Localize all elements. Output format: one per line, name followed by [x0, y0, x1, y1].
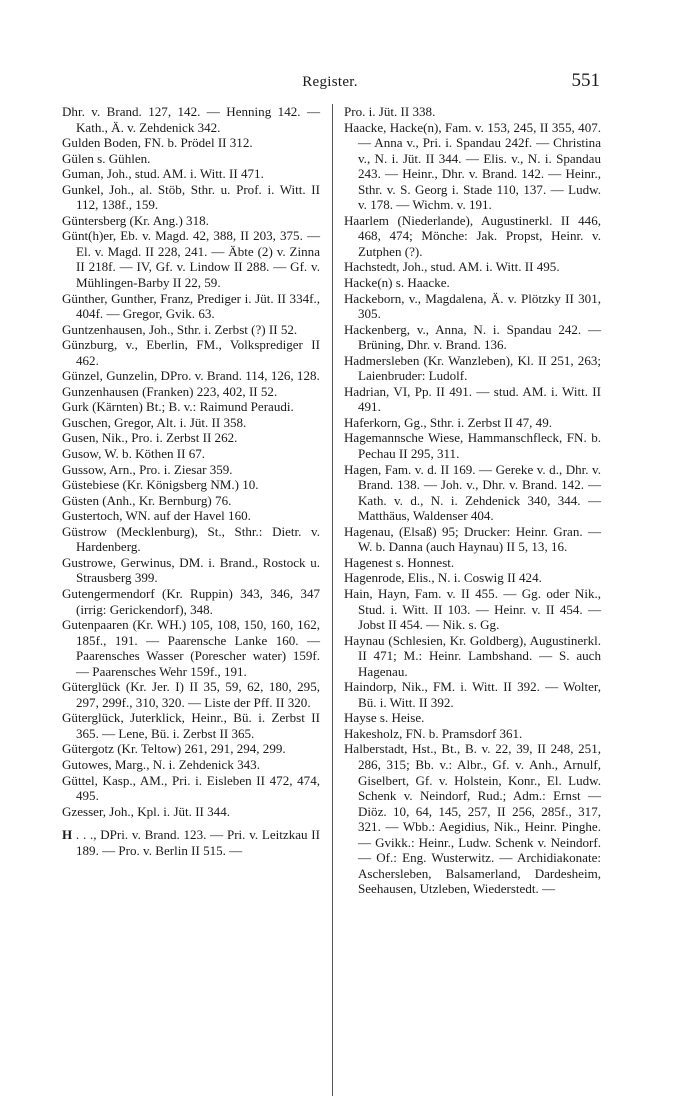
entry-text: Gutenpaaren (Kr. WH.) 105, 108, 150, 160, 162, 185f., 191. — Paarensche Lanke 160. — Paarensches Wasser (Porescher water) 159f. — Paarensches Wehr 159f., 191.: [62, 617, 320, 679]
entry-text: Hadmersleben (Kr. Wanzleben), Kl. II 251, 263; Laienbruder: Ludolf.: [344, 352, 601, 384]
index-entry: [344, 384, 601, 415]
entry-text: Dhr. v. Brand. 127, 142. — Henning 142. — Kath., Ä. v. Zehdenick 342.: [62, 104, 320, 135]
entry-text: Gustrowe, Gerwinus, DM. i. Brand., Rostock u. Strausberg 399.: [62, 554, 320, 586]
entry-text: Haindorp, Nik., FM. i. Witt. II 392. — Wolter, Bü. i. Witt. II 392.: [344, 679, 601, 710]
entry-text: Gustertoch, WN. auf der Havel 160.: [62, 508, 251, 524]
index-entry: [62, 524, 320, 555]
entry-text: Haynau (Schlesien, Kr. Goldberg), Augustinerkl. II 471; M.: Heinr. Lambshand. — S. auch Hagenau.: [344, 632, 601, 679]
index-entry: [62, 291, 320, 322]
entry-text: Hagen, Fam. v. d. II 169. — Gereke v. d., Dhr. v. Brand. 138. — Joh. v., Dhr. v. Brand. 142. — Kath. v. d., N. i. Zehdenick 340, 344. — Matthäus, Waldenser 404.: [344, 461, 601, 524]
entry-text: Hagenrode, Elis., N. i. Coswig II 424.: [344, 570, 542, 586]
entry-text: Guman, Joh., stud. AM. i. Witt. II 471.: [62, 166, 264, 182]
entry-text: Güttel, Kasp., AM., Pri. i. Eisleben II 472, 474, 495.: [62, 772, 320, 804]
entry-text: Hackeborn, v., Magdalena, Ä. v. Plötzky II 301, 305.: [344, 290, 601, 322]
entry-text: Gunkel, Joh., al. Stöb, Sthr. u. Prof. i. Witt. II 112, 138f., 159.: [62, 181, 320, 213]
entry-text: Günzburg, v., Eberlin, FM., Volksprediger II 462.: [62, 337, 320, 368]
index-entry: [62, 166, 320, 182]
entry-text: Güstebiese (Kr. Königsberg NM.) 10.: [62, 477, 259, 493]
index-entry: [62, 399, 320, 415]
right-column: [344, 104, 601, 897]
running-header: [60, 70, 600, 98]
left-column: [62, 104, 320, 858]
index-entry: [62, 430, 320, 446]
index-entry: [62, 773, 320, 804]
index-entry: [344, 322, 601, 353]
index-entry: [62, 555, 320, 586]
index-entry: [62, 477, 320, 493]
index-entry: [62, 337, 320, 368]
column-divider: [332, 104, 333, 1096]
index-entry: [62, 586, 320, 617]
entry-text: Hakesholz, FN. b. Pramsdorf 361.: [344, 725, 523, 741]
page-number: 551: [571, 70, 600, 91]
index-entry: [62, 135, 320, 151]
index-entry: [62, 322, 320, 338]
index-entry: [62, 710, 320, 741]
entry-text: Günzel, Gunzelin, DPro. v. Brand. 114, 126, 128.: [62, 368, 320, 384]
entry-text: Hadrian, VI, Pp. II 491. — stud. AM. i. Witt. II 491.: [344, 383, 601, 415]
index-entry: [62, 804, 320, 820]
index-entry: [62, 384, 320, 400]
entry-text: Güsten (Anh., Kr. Bernburg) 76.: [62, 492, 232, 508]
entry-text: Gzesser, Joh., Kpl. i. Jüt. II 344.: [62, 803, 230, 819]
entry-text: Gunzenhausen (Franken) 223, 402, II 52.: [62, 383, 278, 399]
index-entry: [344, 104, 601, 120]
index-entry: [344, 633, 601, 680]
index-entry: [344, 726, 601, 742]
index-entry: [344, 275, 601, 291]
entry-text: Güntersberg (Kr. Ang.) 318.: [62, 212, 209, 228]
entry-text: Hagemannsche Wiese, Hammanschfleck, FN. b. Pechau II 295, 311.: [344, 430, 601, 462]
index-entry: [62, 617, 320, 679]
entry-text: Haacke, Hacke(n), Fam. v. 153, 245, II 355, 407. — Anna v., Pri. i. Spandau 242f. — Christina v., N. i. Jüt. II 344. — Elis. v., N. i. Spandau 243. — Heinr., Dhr. v. Brand. 142. — Heinr., Sthr. v. S. Georg i. Stade 110, 137. — Ludw. v. 178. — Wichm. v. 191.: [344, 119, 601, 213]
entry-text: Günther, Gunther, Franz, Prediger i. Jüt. II 334f., 404f. — Gregor, Gvik. 63.: [62, 290, 320, 322]
index-entry: [344, 679, 601, 710]
entry-text: Gusen, Nik., Pro. i. Zerbst II 262.: [62, 430, 238, 446]
index-entry: [62, 104, 320, 135]
entry-text: Gusow, W. b. Köthen II 67.: [62, 446, 206, 462]
entry-text: Haferkorn, Gg., Sthr. i. Zerbst II 47, 49.: [344, 414, 552, 430]
index-entry: [62, 446, 320, 462]
page-title: Register.: [302, 74, 358, 90]
index-entry: [344, 741, 601, 896]
entry-text: Hagenau, (Elsaß) 95; Drucker: Heinr. Gran. — W. b. Danna (auch Haynau) II 5, 13, 16.: [344, 523, 601, 555]
index-entry: [344, 570, 601, 586]
index-entry: [62, 679, 320, 710]
entry-text: Hacke(n) s. Haacke.: [344, 275, 450, 291]
index-entry: [344, 120, 601, 213]
entry-text: Hayse s. Heise.: [344, 710, 425, 726]
entry-text: . . ., DPri. v. Brand. 123. — Pri. v. Leitzkau II 189. — Pro. v. Berlin II 515. —: [72, 827, 320, 858]
index-entry: [62, 182, 320, 213]
index-entry: [344, 524, 601, 555]
entry-text: Haarlem (Niederlande), Augustinerkl. II 446, 468, 474; Mönche: Jak. Propst, Heinr. v. Zutphen (?).: [344, 212, 601, 259]
entry-lead-letter: H: [62, 827, 73, 843]
entry-text: Gütergotz (Kr. Teltow) 261, 291, 294, 299.: [62, 741, 286, 757]
entry-text: Gutengermendorf (Kr. Ruppin) 343, 346, 347 (irrig: Gerickendorf), 348.: [62, 585, 320, 617]
entry-text: Pro. i. Jüt. II 338.: [344, 104, 436, 119]
index-entry: [344, 586, 601, 633]
index-entry: [62, 213, 320, 229]
index-entry: [62, 415, 320, 431]
index-entry: [344, 462, 601, 524]
index-entry: [62, 228, 320, 290]
index-entry: [62, 462, 320, 478]
index-entry: [344, 430, 601, 461]
index-entry: [344, 259, 601, 275]
index-entry: [344, 291, 601, 322]
entry-text: Günt(h)er, Eb. v. Magd. 42, 388, II 203, 375. — El. v. Magd. II 228, 241. — Äbte (2) v. Zinna II 218f. — IV, Gf. v. Lindow II 288. — Gf. v. Mühlingen-Barby II 22, 59.: [62, 228, 320, 291]
index-entry: [62, 757, 320, 773]
entry-text: Hagenest s. Honnest.: [344, 554, 455, 570]
entry-text: Güterglück, Juterklick, Heinr., Bü. i. Zerbst II 365. — Lene, Bü. i. Zerbst II 365.: [62, 710, 320, 741]
entry-text: Gulden Boden, FN. b. Prödel II 312.: [62, 135, 253, 151]
index-entry: [62, 741, 320, 757]
entry-text: Güstrow (Mecklenburg), St., Sthr.: Dietr. v. Hardenberg.: [62, 523, 320, 555]
entry-text: Guntzenhausen, Joh., Sthr. i. Zerbst (?) II 52.: [62, 321, 298, 337]
index-entry: [62, 508, 320, 524]
entry-text: Hachstedt, Joh., stud. AM. i. Witt. II 495.: [344, 259, 560, 275]
entry-text: Guschen, Gregor, Alt. i. Jüt. II 358.: [62, 414, 247, 430]
index-entry: [62, 151, 320, 167]
index-entry: [344, 415, 601, 431]
index-entry: [344, 353, 601, 384]
index-entry: [344, 213, 601, 260]
entry-text: Hain, Hayn, Fam. v. II 455. — Gg. oder Nik., Stud. i. Witt. II 103. — Heinr. v. II 454. — Jobst II 454. — Nik. s. Gg.: [344, 585, 601, 633]
entry-text: Halberstadt, Hst., Bt., B. v. 22, 39, II 248, 251, 286, 315; Bb. v.: Albr., Gf. v. Anh., Arnulf, Giselbert, Gf. v. Holstein, Konr., El. Ludw. Schenk v. Neindorf, Rud.; Adm.: Ernst — Diöz. 10, 64, 145, 257, II 256, 285f., 317, 321. — Wbb.: Aegidius, Nik., Heinr. Pinghe. — Gvikk.: Heinr., Ludw. Schenk v. Neindorf. — Of.: Eng. Wusterwitz. — Archidiakonate: Aschersleben, Balsamerland, Dardesheim, Seehausen, Utzleben, Wiederstedt. —: [344, 741, 601, 897]
index-entry: [344, 710, 601, 726]
entry-text: Hackenberg, v., Anna, N. i. Spandau 242. — Brüning, Dhr. v. Brand. 136.: [344, 321, 601, 353]
index-entry: [62, 493, 320, 509]
entry-text: Gurk (Kärnten) Bt.; B. v.: Raimund Peraudi.: [62, 399, 294, 415]
index-entry: [62, 368, 320, 384]
entry-text: Güterglück (Kr. Jer. I) II 35, 59, 62, 180, 295, 297, 299f., 310, 320. — Liste der Pff. II 320.: [62, 679, 320, 710]
entry-text: Gülen s. Gühlen.: [62, 150, 151, 166]
index-entry: [62, 827, 320, 858]
index-entry: [344, 555, 601, 571]
entry-text: Gussow, Arn., Pro. i. Ziesar 359.: [62, 461, 233, 477]
entry-text: Gutowes, Marg., N. i. Zehdenick 343.: [62, 756, 260, 772]
